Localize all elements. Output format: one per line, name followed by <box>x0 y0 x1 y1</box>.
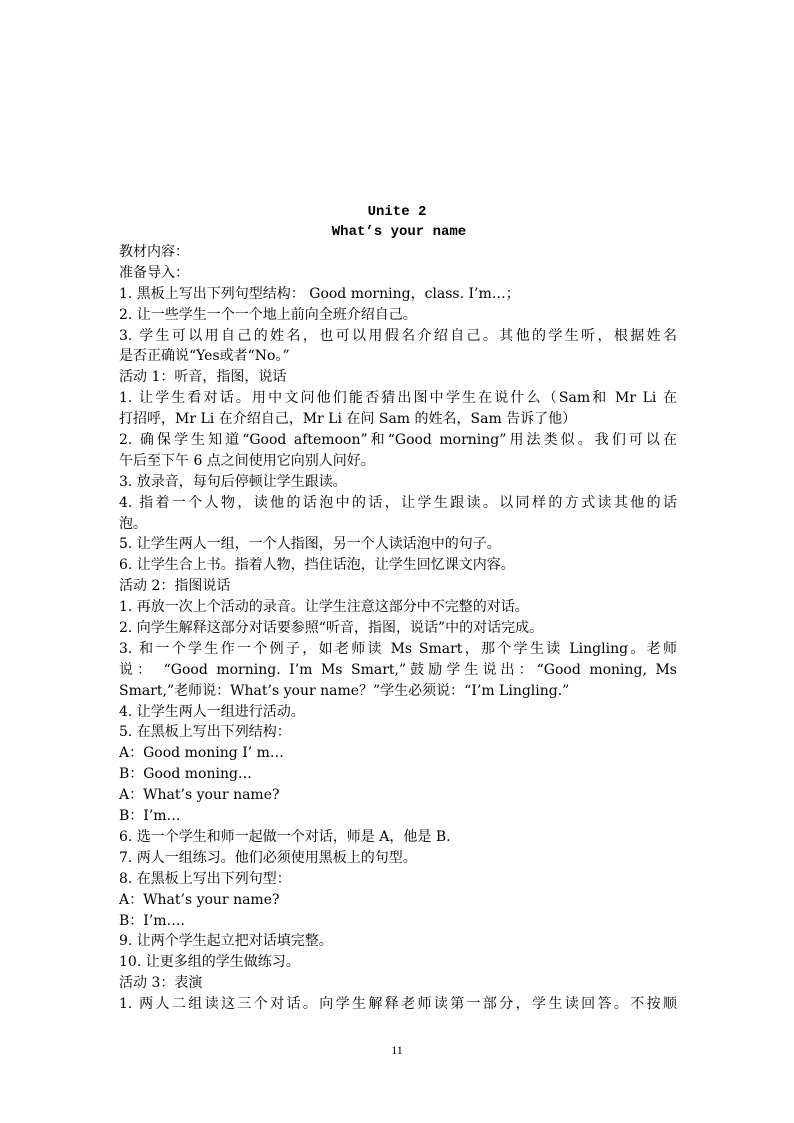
text-line: 2. 向学生解释这部分对话要参照“听音，指图，说话”中的对话完成。 <box>119 620 544 637</box>
dialogue-line: A：What’s your name? <box>119 787 280 804</box>
text-line: 2. 确保学生知道“Good aftemoon”和“Good morning”用法类似。我们可以在 <box>119 432 677 449</box>
text-line: 2. 让一些学生一个一个地上前向全班介绍自己。 <box>119 306 417 323</box>
section-heading-activity-2: 活动 2：指图说话 <box>119 578 231 595</box>
text-line: 午后至下午 6 点之间使用它向别人问好。 <box>119 452 375 469</box>
text-line: 3. 学生可以用自己的姓名，也可以用假名介绍自己。其他的学生听，根据姓名 <box>119 327 677 344</box>
lesson-body <box>119 242 677 1015</box>
text-line: 打招呼，Mr Li 在介绍自己，Mr Li 在问 Sam 的姓名，Sam 告诉了他） <box>119 411 577 428</box>
text-line: 4. 指着一个人物，读他的话泡中的话，让学生跟读。以同样的方式读其他的话 <box>119 494 677 511</box>
dialogue-line: B：I’m… <box>119 808 181 825</box>
text-line: 1. 再放一次上个活动的录音。让学生注意这部分中不完整的对话。 <box>119 599 529 616</box>
page-number: 11 <box>391 1043 403 1057</box>
text-line: 4. 让学生两人一组进行活动。 <box>119 703 305 720</box>
text-line: 10. 让更多组的学生做练习。 <box>119 954 300 971</box>
text-line: 说： “Good morning. I’m Ms Smart,”鼓励学生说出：“Good moning, Ms <box>119 661 677 678</box>
text-line: 1. 黑板上写出下列句型结构： Good morning，class. I’m…； <box>119 285 520 302</box>
text-line: 9. 让两个学生起立把对话填完整。 <box>119 933 333 950</box>
section-heading-activity-3: 活动 3：表演 <box>119 975 203 992</box>
dialogue-line: A：Good moning I’ m… <box>119 745 284 762</box>
text-line: 1. 让学生看对话。用中文问他们能否猜出图中学生在说什么（Sam和 Mr Li 在 <box>119 390 677 407</box>
dialogue-line: B：Good moning… <box>119 766 252 783</box>
text-line: 1. 两人二组读这三个对话。向学生解释老师读第一部分，学生读回答。不按顺 <box>119 996 677 1013</box>
text-line: 7. 两人一组练习。他们必须使用黑板上的句型。 <box>119 849 417 866</box>
text-line: 3. 放录音，每句后停顿让学生跟读。 <box>119 473 347 490</box>
text-line: 8. 在黑板上写出下列句型： <box>119 870 291 887</box>
text-line: 5. 在黑板上写出下列结构： <box>119 724 291 741</box>
text-line: 3. 和一个学生作一个例子，如老师读 Ms Smart，那个学生读 Lingling。老师 <box>119 640 677 657</box>
dialogue-line: B：I’m…. <box>119 912 185 929</box>
text-line: 6. 让学生合上书。指着人物，挡住话泡，让学生回忆课文内容。 <box>119 557 515 574</box>
section-heading-warmup: 准备导入： <box>119 264 189 281</box>
text-line: 泡。 <box>119 515 147 532</box>
section-heading-content: 教材内容： <box>119 244 189 260</box>
dialogue-line: A：What’s your name? <box>119 891 280 908</box>
text-line: 6. 选一个学生和师一起做一个对话，师是 A，他是 B. <box>119 828 451 845</box>
unit-title: Unite 2 <box>367 204 427 220</box>
text-line: Smart,”老师说：What’s your name？”学生必须说：“I’m Lingling.” <box>119 682 570 699</box>
section-heading-activity-1: 活动 1：听音，指图，说话 <box>119 369 287 386</box>
text-line: 是否正确说“Yes或者“No。” <box>119 348 290 365</box>
lesson-title: What’s your name <box>331 224 467 240</box>
text-line: 5. 让学生两人一组，一个人指图，另一个人读话泡中的句子。 <box>119 536 501 553</box>
